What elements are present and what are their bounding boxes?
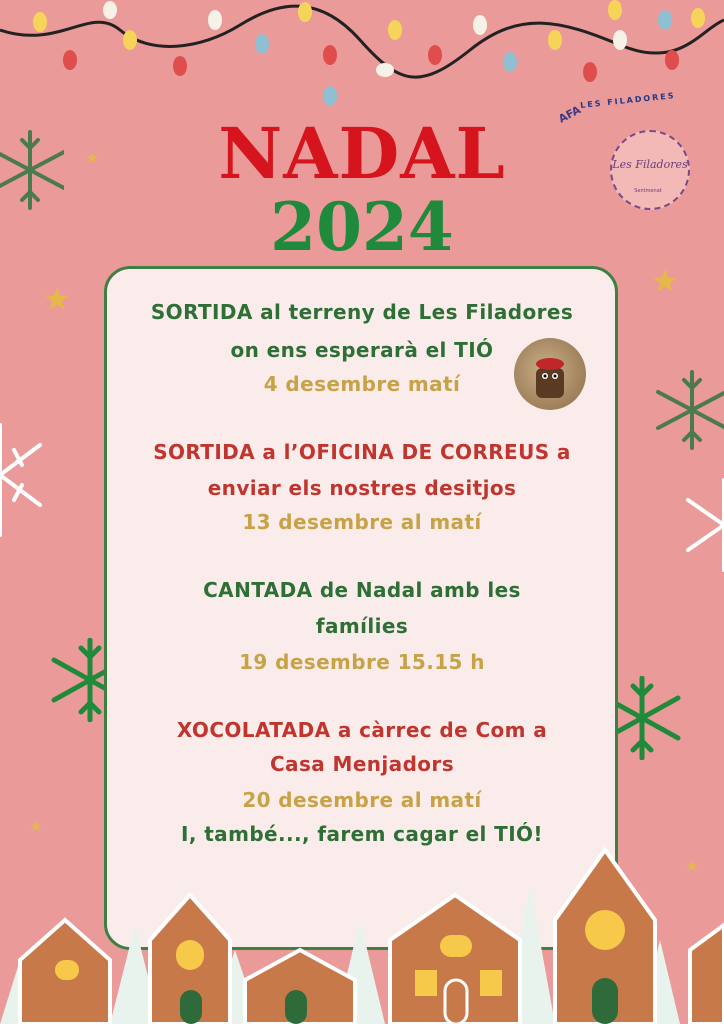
event-4-date: 20 desembre al matí	[242, 788, 482, 812]
event-3-line1: CANTADA de Nadal amb les	[203, 578, 521, 602]
event-2-date: 13 desembre al matí	[242, 510, 482, 534]
page-title: NADAL	[218, 112, 506, 195]
event-1-line1: SORTIDA al terreny de Les Filadores	[150, 300, 574, 324]
school-logo-name: Les Filadores	[612, 158, 688, 171]
afa-label: AFA	[556, 103, 583, 126]
school-logo-sub: Sentmenat	[634, 188, 662, 194]
school-letters: LES FILADORES	[579, 91, 676, 110]
event-2-line2: enviar els nostres desitjos	[207, 476, 517, 500]
event-4-line1: XOCOLATADA a càrrec de Com a	[176, 718, 548, 742]
gingerbread-village-decoration	[0, 840, 724, 1024]
year-title: 2024	[270, 188, 454, 266]
star-icon	[652, 268, 678, 294]
event-4-line2: Casa Menjadors	[269, 752, 455, 776]
event-3-date: 19 desembre 15.15 h	[239, 650, 485, 674]
event-1-line2: on ens esperarà el TIÓ	[230, 338, 494, 362]
event-3-line2: famílies	[315, 614, 409, 638]
event-1-date: 4 desembre matí	[263, 372, 461, 396]
footer-line: I, també..., farem cagar el TIÓ!	[181, 822, 543, 846]
tio-photo	[514, 338, 586, 410]
christmas-lights-decoration	[0, 0, 724, 110]
event-2-line1: SORTIDA a l’OFICINA DE CORREUS a	[153, 440, 571, 464]
